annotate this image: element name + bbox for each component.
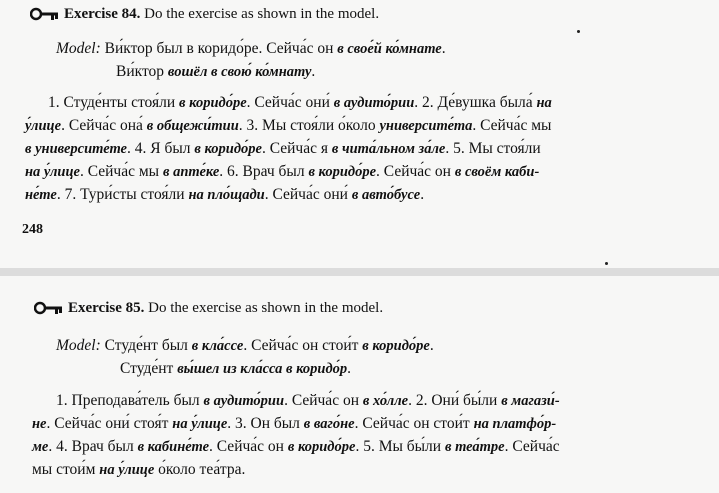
ex85-model-line-1 bbox=[56, 336, 434, 356]
text-segment: . 5. Мы бы́ли bbox=[355, 438, 445, 455]
emphasized-phrase: вошёл в свою́ ко́мнату bbox=[167, 64, 312, 80]
ex85-body-line-4 bbox=[32, 460, 245, 480]
emphasized-phrase: в аудито́рии bbox=[333, 95, 415, 111]
page-number: 248 bbox=[22, 222, 43, 237]
emphasized-phrase: на у́лице bbox=[99, 462, 155, 478]
text-segment: . 4. Я был bbox=[127, 140, 195, 157]
text-segment: . bbox=[420, 186, 425, 203]
emphasized-phrase: на у́лице bbox=[25, 164, 80, 180]
text-segment: . 6. Врач был bbox=[219, 163, 309, 180]
emphasized-phrase: не́те bbox=[25, 187, 57, 203]
emphasized-phrase: в кла́ссе bbox=[191, 338, 244, 354]
emphasized-phrase: ме bbox=[32, 439, 49, 455]
text-segment: . Сейча́с они́ bbox=[264, 186, 352, 203]
page-exercise-85 bbox=[0, 276, 719, 493]
exercise-85-heading bbox=[68, 298, 383, 318]
emphasized-phrase: университе́та bbox=[379, 118, 473, 134]
emphasized-phrase: вы́шел из кла́сса в коридо́р bbox=[177, 361, 348, 377]
ex84-model-line-2 bbox=[116, 62, 315, 82]
ex84-body-line-3 bbox=[25, 139, 541, 159]
key-icon bbox=[30, 7, 60, 21]
text-segment: . Сейча́с она́ bbox=[61, 117, 147, 134]
text-segment: . Сейча́с он стои́т bbox=[354, 415, 474, 432]
emphasized-phrase: в ваго́не bbox=[303, 416, 355, 432]
ex84-body-line-1 bbox=[48, 93, 552, 113]
text-segment: . Сейча́с они́ стоя́т bbox=[46, 415, 173, 432]
text-segment: . 4. Врач был bbox=[48, 438, 138, 455]
text-segment: . Сейча́с он стои́т bbox=[243, 337, 363, 354]
text-segment: . 7. Тури́сты стоя́ли bbox=[56, 186, 189, 203]
emphasized-phrase: в коридо́ре bbox=[194, 141, 262, 157]
emphasized-phrase: в аудито́рии bbox=[203, 393, 285, 409]
emphasized-phrase: в апте́ке bbox=[162, 164, 220, 180]
emphasized-phrase: не bbox=[32, 416, 47, 432]
emphasized-phrase: в чита́льном за́ле bbox=[331, 141, 446, 157]
ex85-body-line-2 bbox=[32, 414, 556, 434]
text-segment: . Сейча́с он bbox=[376, 163, 455, 180]
emphasized-phrase: в коридо́ре bbox=[362, 338, 430, 354]
speck bbox=[577, 30, 580, 33]
exercise-84-instruction: Do the exercise as shown in the model. bbox=[140, 6, 380, 22]
emphasized-phrase: в коридо́ре bbox=[287, 439, 356, 455]
emphasized-phrase: в своём каби- bbox=[454, 164, 540, 180]
emphasized-phrase: на у́лице bbox=[172, 416, 228, 432]
ex84-body-line-4 bbox=[25, 162, 539, 182]
text-segment: . Сейча́с bbox=[504, 438, 560, 455]
ex84-body-line-2 bbox=[25, 116, 551, 136]
text-segment: мы стои́м bbox=[32, 461, 100, 478]
emphasized-phrase: в свое́й ко́мнате bbox=[337, 41, 442, 57]
emphasized-phrase: в хо́лле bbox=[362, 393, 409, 409]
emphasized-phrase: на платфо́р- bbox=[473, 416, 557, 432]
text-segment: . 3. Мы стоя́ли о́коло bbox=[238, 117, 380, 134]
speck bbox=[605, 262, 608, 265]
text-segment: . 5. Мы стоя́ли bbox=[445, 140, 541, 157]
emphasized-phrase: в магази́- bbox=[501, 393, 560, 409]
exercise-84-heading bbox=[64, 4, 379, 24]
exercise-84-label: Exercise 84. bbox=[64, 6, 141, 22]
emphasized-phrase: в кабине́те bbox=[137, 439, 210, 455]
ex85-body-line-3 bbox=[32, 437, 560, 457]
emphasized-phrase: на bbox=[536, 95, 552, 111]
text-segment: 1. Преподава́тель был bbox=[56, 392, 204, 409]
ex84-model-line-1 bbox=[56, 39, 446, 59]
text-segment: . bbox=[429, 337, 434, 354]
text-segment: . bbox=[347, 360, 352, 377]
text-segment: . 2. Де́вушка была́ bbox=[414, 94, 537, 111]
ex85-model-label: Model: bbox=[56, 337, 101, 354]
emphasized-phrase: у́лице bbox=[25, 118, 62, 134]
text-segment: . Сейча́с мы bbox=[472, 117, 552, 134]
emphasized-phrase: в коридо́ре bbox=[308, 164, 377, 180]
ex84-body-line-5 bbox=[25, 185, 424, 205]
ex85-model-line-2 bbox=[120, 359, 351, 379]
text-segment: . Сейча́с он bbox=[284, 392, 363, 409]
text-segment: Студе́нт bbox=[120, 360, 178, 377]
text-segment: . 2. Они́ бы́ли bbox=[408, 392, 502, 409]
text-segment: . Сейча́с мы bbox=[79, 163, 163, 180]
text-segment: . bbox=[441, 40, 446, 57]
emphasized-phrase: в теа́тре bbox=[444, 439, 505, 455]
text-segment: . Сейча́с он bbox=[209, 438, 288, 455]
emphasized-phrase: на пло́щади bbox=[188, 187, 265, 203]
text-segment: о́коло теа́тра. bbox=[154, 461, 246, 478]
emphasized-phrase: в коридо́ре bbox=[179, 95, 247, 111]
exercise-85-instruction: Do the exercise as shown in the model. bbox=[144, 300, 384, 316]
text-segment: . 3. Он был bbox=[227, 415, 304, 432]
ex85-body-line-1 bbox=[56, 391, 560, 411]
key-icon bbox=[34, 301, 64, 315]
emphasized-phrase: в общежи́тии bbox=[146, 118, 239, 134]
text-segment: Ви́ктор bbox=[116, 63, 168, 80]
text-segment: . Сейча́с они́ bbox=[246, 94, 334, 111]
text-segment: Ви́ктор был в коридо́ре. Сейча́с он bbox=[100, 40, 338, 57]
text-segment: . bbox=[311, 63, 316, 80]
text-segment: Студе́нт был bbox=[100, 337, 192, 354]
exercise-85-label: Exercise 85. bbox=[68, 300, 145, 316]
ex84-model-label: Model: bbox=[56, 40, 101, 57]
emphasized-phrase: в университе́те bbox=[25, 141, 127, 157]
text-segment: . Сейча́с я bbox=[261, 140, 332, 157]
emphasized-phrase: в авто́бусе bbox=[351, 187, 421, 203]
text-segment: 1. Студе́нты стоя́ли bbox=[48, 94, 180, 111]
